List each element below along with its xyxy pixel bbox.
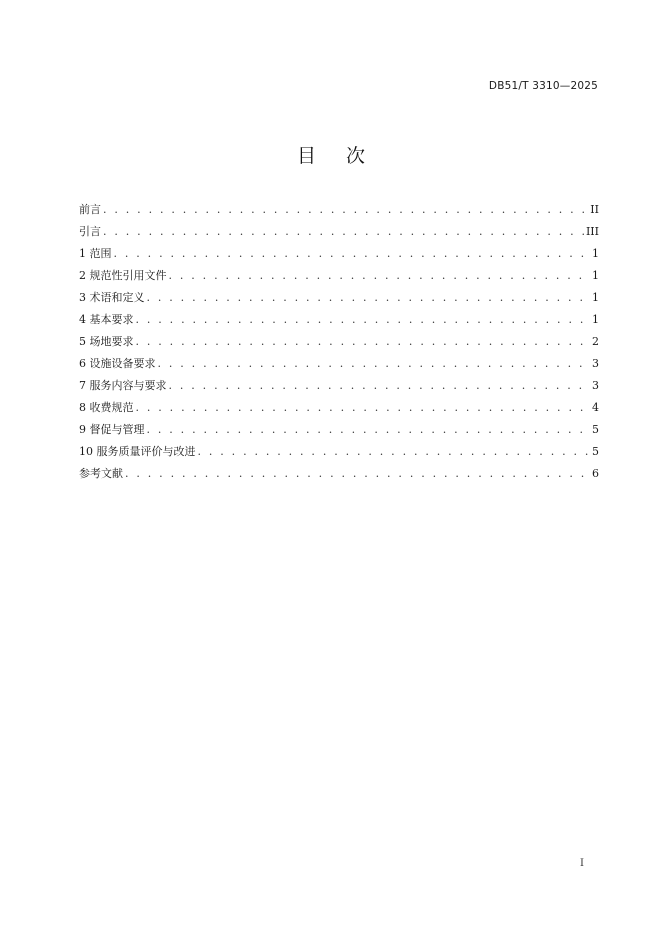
toc-entry-scope[interactable] [79, 243, 599, 265]
toc-entry-label: 参考文献 [79, 467, 123, 480]
toc-entry-label: 3 术语和定义 [79, 291, 145, 304]
toc-entry-page: 3 [592, 357, 599, 370]
toc-entry-label: 5 场地要求 [79, 335, 134, 348]
page-number: I [580, 858, 584, 869]
toc-leader-dots [125, 463, 590, 485]
toc-entry-label: 1 范围 [79, 247, 112, 260]
toc-entry-supervision-management[interactable] [79, 419, 599, 441]
toc-entry-page: 1 [592, 291, 599, 304]
toc-entry-page: 5 [592, 445, 599, 458]
toc-entry-bibliography[interactable] [79, 463, 599, 485]
toc-leader-dots [158, 353, 591, 375]
toc-entry-label: 9 督促与管理 [79, 423, 145, 436]
toc-entry-page: III [585, 225, 599, 238]
toc-entry-introduction[interactable] [79, 221, 599, 243]
toc-entry-fee-standards[interactable] [79, 397, 599, 419]
toc-leader-dots [136, 309, 591, 331]
toc-leader-dots [103, 199, 588, 221]
toc-leader-dots [114, 243, 591, 265]
toc-leader-dots [198, 441, 591, 463]
toc-entry-page: 2 [592, 335, 599, 348]
toc-entry-normative-references[interactable] [79, 265, 599, 287]
toc-entry-page: 1 [592, 247, 599, 260]
toc-entry-terms-definitions[interactable] [79, 287, 599, 309]
toc-leader-dots [169, 265, 591, 287]
toc-leader-dots [136, 331, 591, 353]
toc-entry-page: 6 [592, 467, 599, 480]
toc-entry-facility-requirements[interactable] [79, 353, 599, 375]
toc-entry-label: 2 规范性引用文件 [79, 269, 167, 282]
toc-entry-service-content[interactable] [79, 375, 599, 397]
toc-leader-dots [147, 419, 591, 441]
toc-entry-page: II [590, 203, 599, 216]
toc-entry-page: 3 [592, 379, 599, 392]
toc-entry-label: 4 基本要求 [79, 313, 134, 326]
toc-leader-dots [169, 375, 591, 397]
toc-entry-foreword[interactable] [79, 199, 599, 221]
toc-leader-dots [147, 287, 591, 309]
toc-entry-label: 8 收费规范 [79, 401, 134, 414]
toc-entry-label: 引言 [79, 225, 101, 238]
toc-entry-page: 5 [592, 423, 599, 436]
page-title: 目次 [296, 145, 395, 167]
standard-code: DB51/T 3310—2025 [488, 80, 598, 92]
toc-leader-dots [136, 397, 591, 419]
toc-entry-quality-evaluation[interactable] [79, 441, 599, 463]
toc-leader-dots [103, 221, 584, 243]
toc-entry-label: 7 服务内容与要求 [79, 379, 167, 392]
toc-entry-site-requirements[interactable] [79, 331, 599, 353]
toc-entry-label: 前言 [79, 203, 101, 216]
toc-list [79, 199, 599, 485]
toc-entry-page: 1 [592, 313, 599, 326]
toc-entry-page: 4 [592, 401, 599, 414]
toc-entry-page: 1 [592, 269, 599, 282]
toc-entry-label: 10 服务质量评价与改进 [79, 445, 196, 458]
toc-entry-label: 6 设施设备要求 [79, 357, 156, 370]
toc-entry-basic-requirements[interactable] [79, 309, 599, 331]
